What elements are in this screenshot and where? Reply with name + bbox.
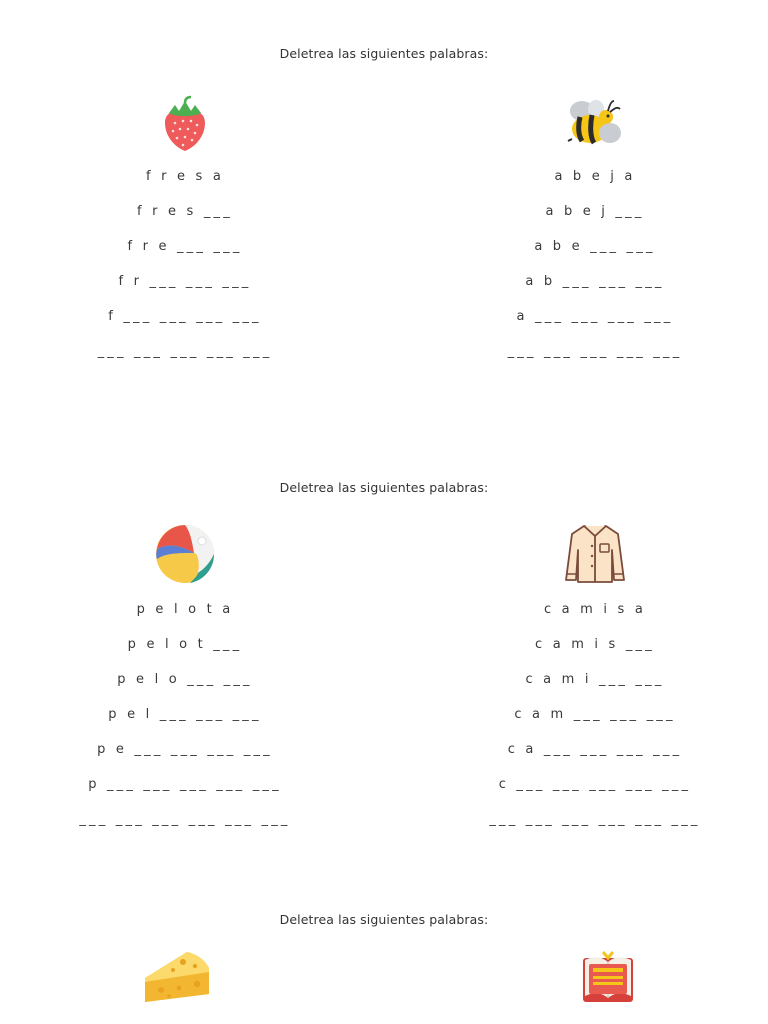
cheese-icon [139,948,211,1006]
word-card-cheese [55,948,295,1008]
section-1-heading: Deletrea las siguientes palabras: [279,46,489,61]
spelling-line: c ___ ___ ___ ___ ___ [498,777,692,792]
spelling-line: a ___ ___ ___ ___ [516,309,674,324]
spelling-line: ___ ___ ___ ___ ___ [507,344,683,359]
spelling-line: p e ___ ___ ___ ___ [97,742,273,757]
spelling-line: c a m i ___ ___ [525,672,665,687]
section-2-heading: Deletrea las siguientes palabras: [279,480,489,495]
spelling-line: ___ ___ ___ ___ ___ [97,344,273,359]
spelling-line: f ___ ___ ___ ___ [108,309,262,324]
word-card-abeja [475,95,715,375]
spelling-line: f r e s ___ [137,204,233,219]
shirt-icon [562,520,628,586]
spelling-line: a b e j a [554,169,636,184]
beach-ball-icon [154,523,216,585]
book-icon [579,948,637,1006]
spelling-line: p e l o ___ ___ [117,672,253,687]
spelling-line: p e l o t ___ [127,637,243,652]
word-card-camisa [475,520,715,840]
strawberry-icon [161,95,209,153]
spelling-line: p e l o t a [136,602,234,617]
word-card-book [488,948,728,1008]
word-card-fresa [65,95,305,375]
spelling-line: c a ___ ___ ___ ___ [507,742,683,757]
spelling-line: ___ ___ ___ ___ ___ ___ [489,812,701,827]
spelling-line: f r e s a [146,169,224,184]
spelling-line: a b ___ ___ ___ [525,274,665,289]
spelling-line: c a m i s a [544,602,646,617]
spelling-line: ___ ___ ___ ___ ___ ___ [79,812,291,827]
spelling-line: a b e j ___ [545,204,645,219]
bee-icon [566,95,624,153]
spelling-line: p e l ___ ___ ___ [108,707,262,722]
word-card-pelota [65,523,305,843]
spelling-line: p ___ ___ ___ ___ ___ [88,777,282,792]
spelling-line: f r e ___ ___ [127,239,243,254]
spelling-line: a b e ___ ___ [534,239,656,254]
section-3-heading: Deletrea las siguientes palabras: [279,912,489,927]
spelling-line: c a m i s ___ [535,637,655,652]
spelling-line: c a m ___ ___ ___ [514,707,676,722]
spelling-line: f r ___ ___ ___ [118,274,252,289]
